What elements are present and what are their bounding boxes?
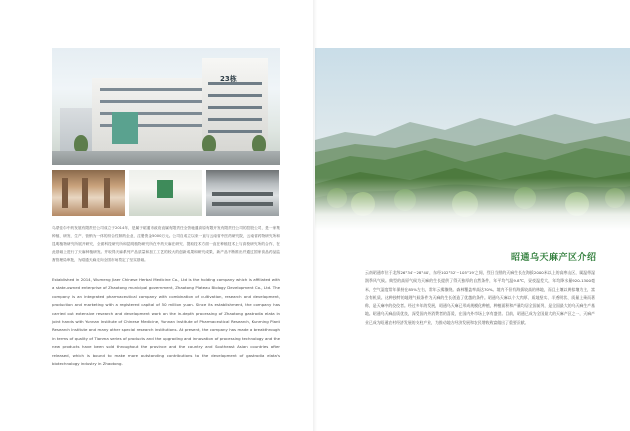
office-photo	[206, 170, 279, 216]
lobby-photo	[52, 170, 125, 216]
section-title: 昭通乌天麻产区介绍	[511, 253, 597, 263]
building-number-sign: 23栋	[220, 75, 237, 83]
center-gutter	[313, 0, 317, 431]
company-building-photo	[52, 48, 280, 165]
company-intro-en: Established in 2014, Wumeng Jiaer Chinese Herbal Medicine Co., Ltd is the holding company which is affiliated with a state-owned enterprise of Zhaotong municipal government, Zhaotong Plateau Biology Development Co., Ltd. The company is an integrated pharmaceutical company with combination of cultivation, research and development, production and marketing with a registered capital of 50 million yuan. Since its establishment, the company has carried out extensive research and development work on the in-depth processing of Zhaotong gastrodia elata in joint hands with Yunnan Institute of Chinese Medicine, Yunnan Institute of Pharmaceutical Research, Kunming Plant Research Institute and many other special research institutions. At present, the company has made a breakthrough in terms of quality of Tianma series of products and the upgrading and innovation of processing technology and the new products have been sold throughout the province and the country and Southeast Asian countries after released, which is bound to make more outstanding contributions to the development of gastrodia elata's biotechnology industry in Zhaotong.	[52, 277, 280, 367]
building-green-sign	[112, 112, 138, 144]
company-logo-wall	[157, 180, 173, 198]
right-page	[315, 0, 630, 431]
region-intro-cn: 云南昭通市位于北纬26°34′~28°40′，东经102°52′~105°19′之间，烈日当照的天麻生长在海拔2000米以上的高寒山区，属温带湿润季风气候。典型的高原气候为天麻的生长提供了得天独厚的自然条件，年平均气温9.8℃，昼夜温差大，年均降水量920-1300毫米，空气湿度常年保持在85%左右，常年云雾缭绕。森林覆盖率高达70%。境内不但有海拔较高的林地，而且土壤以黄棕壤为主，富含有机质。这种独特的地理气候条件为天麻的生长创造了优越的条件。昭通乌天麻以个大肉厚、质地坚实、半透明状、质量上乘而著称，是天麻中的佼佼者。经过多年的发展，昭通乌天麻已形成规模化种植，种植面积和产量均居全国前列，是全国最大的乌天麻生产基地。昭通乌天麻品质优良，深受国内外消费者的喜爱，在国内外市场上享有盛誉。目前，昭通已成为全国最大的天麻产区之一，天麻产业已成为昭通农村经济发展的支柱产业，为推动地方经济发展和农民增收致富做出了重要贡献。	[365, 270, 595, 325]
office-building	[92, 78, 212, 152]
reception-photo	[129, 170, 202, 216]
mountain-landscape-photo	[315, 48, 630, 230]
company-intro-cn: 乌蒙佳尔中药发展有限责任公司成立于2014年，是属于昭通市政府直属有限责任全资驰通高原有限开发有限责任公司的控股公司，是一家集种植、研发、生产、营销为一体的综合性制药企业，注册资金5000万元。公司自成立以来一直与云南省中医药研究院，云南省药物研究所和昆明植物研究所展开研究，全面科技研究所和昆明植物研究所在中药天麻在研究、提取技术方面一直在种植技术上与高校研究所的合作，在此基础上进行了天麻种植研发。并取得天麻系列产品质量和加工工艺的较大的创新成果和研究成果，新产品不断推出并通过国家食品药品监督管理局审批，为昭通天麻走向全国市场奠定了坚实基础。	[52, 226, 280, 263]
road	[52, 151, 280, 165]
